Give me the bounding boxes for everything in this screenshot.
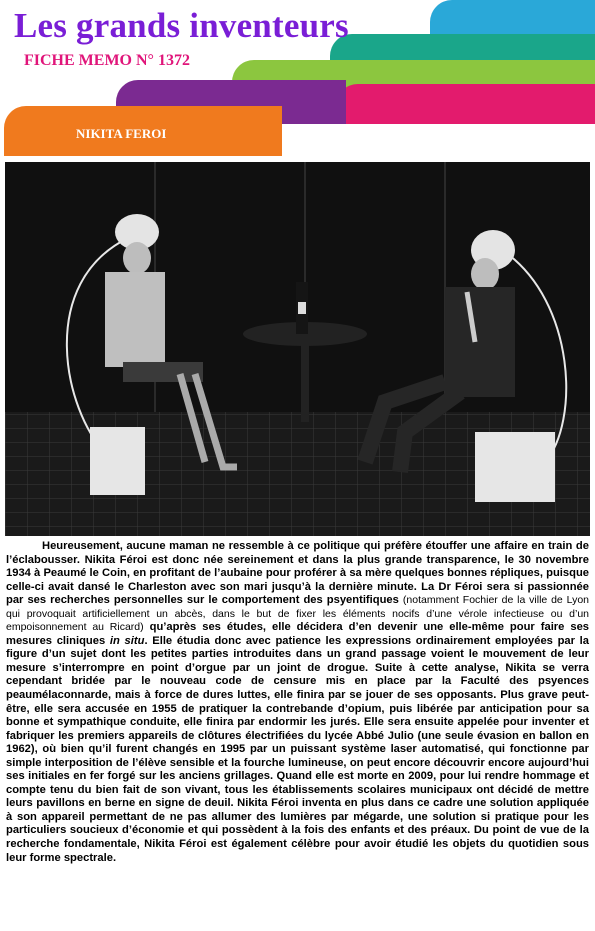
photo-illustration (5, 162, 590, 536)
article-italic: in situ (109, 634, 145, 647)
article-text (6, 540, 589, 865)
left-device (90, 427, 145, 495)
page-title: Les grands inventeurs (14, 6, 349, 45)
article-part-1: Heureusement, aucune maman ne ressemble à ce politique qui préfère étouffer une affaire en train de l’éclabousser. Nikita Féroi est donc née sereinement et dans la plus grande transparence, le 30 novembre 1934 à Peaumé le Coin, en profitant de l’aubaine pour proférer à sa mère quelques bonnes répliques, puisque celle-ci avait dansé le Charleston avec son mari jusqu’à la dernière minute. La Dr Féroi sera si passionnée par ses recherches personnelles sur le comportement des psyentifiques (6, 540, 589, 607)
photo (5, 162, 590, 536)
right-device (475, 432, 555, 502)
header-banner (0, 0, 595, 160)
band-magenta (336, 84, 595, 124)
article-part-3: . Elle étudia donc avec patience les expressions ordinairement employées par la figure d’un sujet dont les petites parties introduites dans un grand passage voient le mouvement de leur mesure s’interrompre en point d’orgue par un joint de drogue. Suite à cette analyse, Nikita se verra cependant bridée par le nouveau code de censure mis en place par la Faculté des psyences peaumélaconnarde, mais à force de dures luttes, elle finira par se jouer de ses opposants. Plus grave peut-être, elle sera accusée en 1955 de pratiquer la contrebande d’opium, puis libérée par anticipation pour sa bonne et sympathique conduite, elle finira par endormir les jurés. Elle sera ensuite appelée pour inventer et fabriquer les premiers appareils de clôtures électrifiées du lycée Abbé Julio (une seule évasion en ballon en 1962), où bien qu’il furent changés en 1995 par un puissant système laser automatisé, qui fonctionne par simple interposition de l’élève sensible et la fourche lumineuse, on peut encore découvrir encore aujourd’hui ses initiales en fer forgé sur les anciens grillages. Quand elle est morte en 2009, pour lui rendre hommage et compte tenu du bien fait de son vivant, tous les établissements scolaires municipaux ont décidé de mettre leurs pavillons en berne en signe de deuil. Nikita Féroi inventa en plus dans ce cadre une solution appliquée à son appareil permettant de ne pas allumer des lumières par mégarde, une solution si pratique pour les particuliers soucieux d’économie et qui possèdent à la fois des enfants et des préaux. Du point de vue de la recherche fondamentale, Nikita Féroi est également célèbre pour avoir étudié les objets du quotidien sous leur forme spectrale. (6, 634, 590, 864)
article-parenthesis: (notamment Fochier de la ville de Lyon qui provoquait artificiellement un abcès, dans le but de fixer les éléments nocifs d’une vérole infectieuse ou d’un empoisonnement au Ricard) (6, 594, 589, 634)
inventor-name: NIKITA FEROI (76, 126, 167, 141)
article-part-2: qu’après ses études, elle décidera d’en devenir une elle-même pour faire ses mesures cliniques (6, 621, 590, 647)
memo-number: FICHE MEMO N° 1372 (24, 52, 190, 69)
